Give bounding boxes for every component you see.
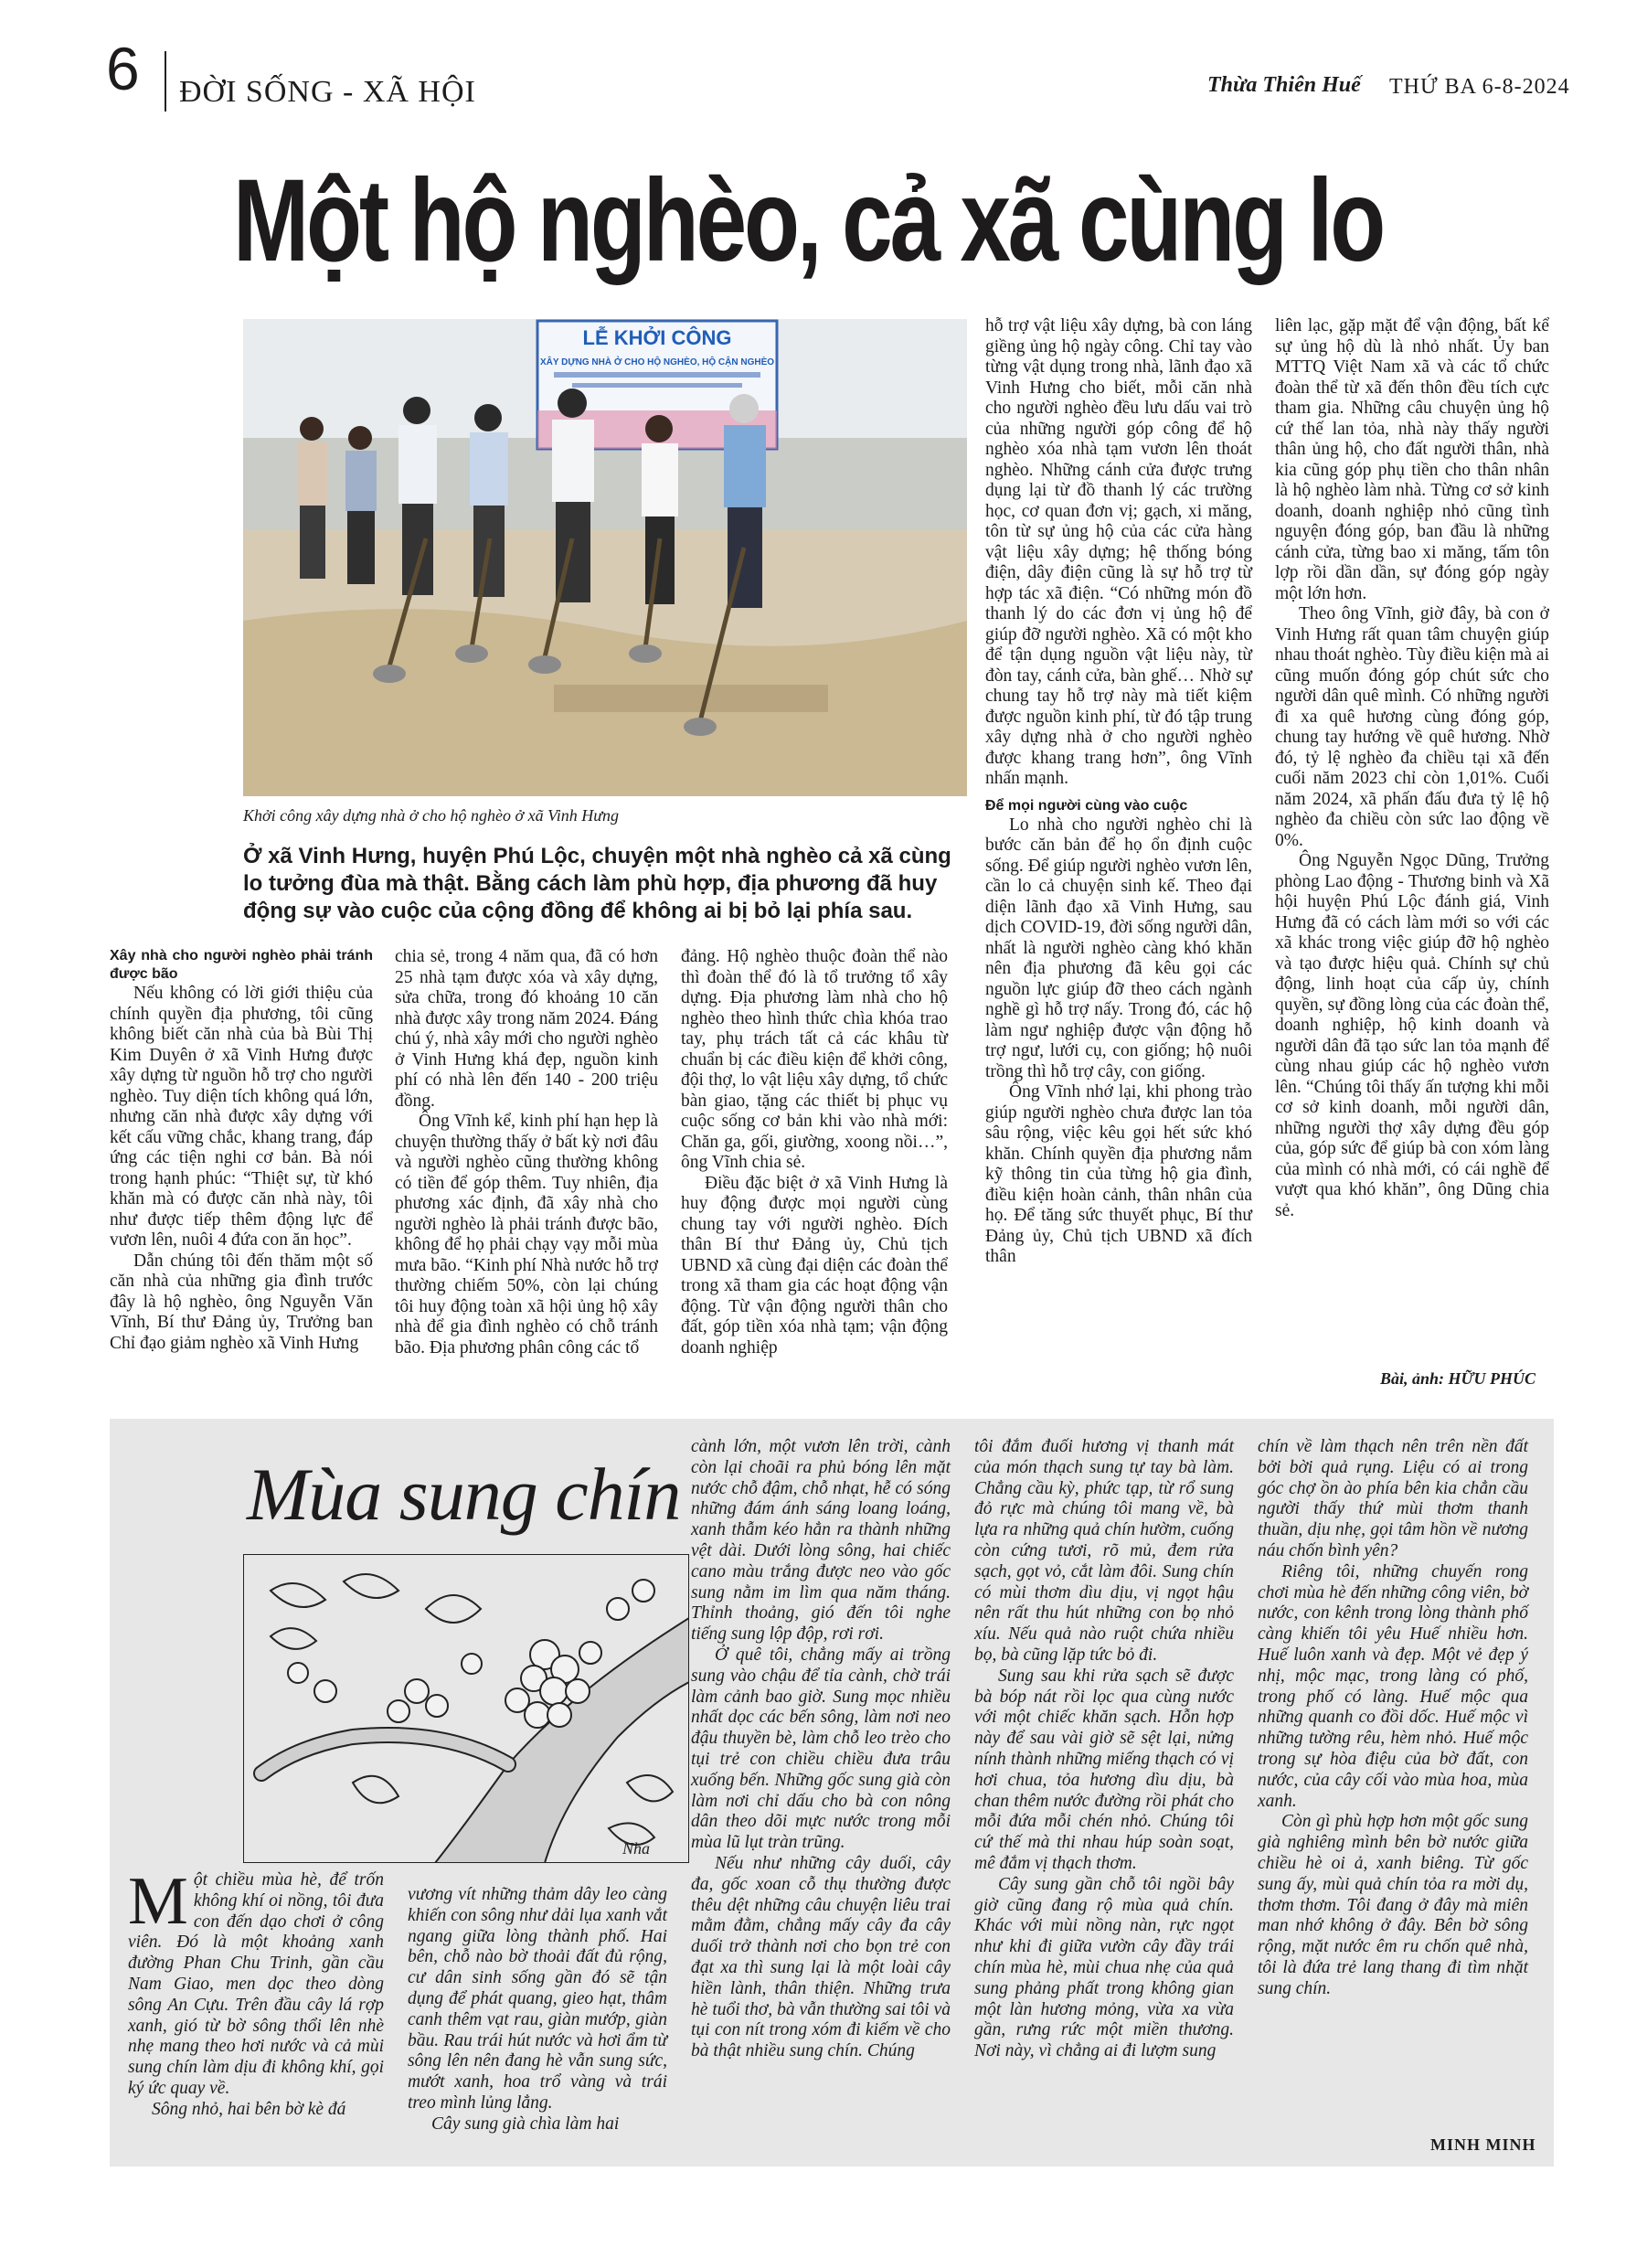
newspaper-name: Thừa Thiên Huế <box>1207 73 1361 97</box>
paragraph: Cây sung gần chỗ tôi ngồi bây giờ cũng đang rộ mùa quả chín. Khác với mùi nồng nàn, rực ngọt như khi đi giữa vườn cây đầy trái chín mùa hè, mùi chua nhẹ của quả sung phảng phất trong không gian một làn hương mỏng, vừa xa vừa gần, rưng rức một miền thương. Nơi này, vì chẳng ai đi lượm sung <box>974 1874 1234 2061</box>
paragraph: đảng. Hộ nghèo thuộc đoàn thể nào thì đoàn thể đó là tổ trưởng tổ xây dựng. Địa phương làm nhà cho hộ nghèo theo hình thức chìa khóa trao tay, phụ trách tất cả các khâu từ chuẩn bị các điều kiện để khởi công, đội thợ, lo vật liệu xây dựng, tổ chức bàn giao, tặng các thiết bị phục vụ cuộc sống cơ bản khi vào nhà mới: Chăn ga, gối, giường, xoong nồi…”, ông Vĩnh chia sẻ. <box>681 947 948 1172</box>
article-column-5 <box>1275 316 1549 1221</box>
groundbreaking-photo <box>243 319 967 796</box>
paragraph: Nếu không có lời giới thiệu của chính quyền địa phương, tôi cũng không biết căn nhà của bà Bùi Thị Kim Duyên ở xã Vinh Hưng được xây dựng từ nguồn hỗ trợ cho người nghèo. Tuy diện tích không quá lớn, nhưng căn nhà được xây dựng với kết cấu vững chắc, khang trang, đáp ứng các tiện nghi cơ bản. Bà nói trong hạnh phúc: “Thiệt sự, từ khó khăn mà có được căn nhà này, tôi như được tiếp thêm động lực để vươn lên, nuôi 4 đứa con ăn học”. <box>110 984 373 1250</box>
banner-subtitle: XÂY DỰNG NHÀ Ở CHO HỘ NGHÈO, HỘ CẬN NGHÈO <box>539 357 775 367</box>
paragraph: chín về làm thạch nên trên nền đất bởi bời quả rụng. Liệu có ai trong góc chợ ồn ào phía bên kia chẳn cầu người thấy thứ mùi thơm thanh thuần, dịu nhẹ, gọi tâm hồn về nương náu chốn bình yên? <box>1258 1437 1528 1560</box>
paragraph: Ông Vĩnh kể, kinh phí hạn hẹp là chuyện thường thấy ở bất kỳ nơi đâu và người nghèo cũng thường không có tiền để góp thêm. Tuy nhiên, địa phương xác định, đã xây nhà cho người nghèo là phải tránh được bão, không để họ phải chạy vạy mỗi mùa mưa bão. “Kinh phí Nhà nước hỗ trợ thường chiếm 50%, còn lại chúng tôi huy động toàn xã hội ủng hộ xây nhà để gia đình nghèo có chỗ tránh bão. Địa phương phân công các tổ <box>395 1112 658 1358</box>
article-title: Một hộ nghèo, cả xã cùng lo <box>233 155 1384 286</box>
paragraph: Sông nhỏ, hai bên bờ kè đá <box>152 2099 346 2119</box>
paragraph: Điều đặc biệt ở xã Vinh Hưng là huy động được mọi người cùng chung tay với người nghèo. Đích thân Bí thư Đảng ủy, Chủ tịch UBND xã cùng đại diện các đoàn thể trong xã tham gia các hoạt động vận động. Từ vận động người thân cho đất, góp tiền xóa nhà tạm; vận động doanh nghiệp <box>681 1173 948 1358</box>
section-name: ĐỜI SỐNG - XÃ HỘI <box>179 75 476 109</box>
paragraph: Lo nhà cho người nghèo chỉ là bước căn bản để họ ổn định cuộc sống. Để giúp người nghèo vươn lên, cần lo cả chuyện sinh kế. Theo đại diện lãnh đạo xã Vinh Hưng, sau dịch COVID-19, đời sống người dân, nhất là người nghèo càng khó khăn nên địa phương đã kêu gọi các nguồn lực giúp đỡ theo cách ngành nghề gì hỗ trợ nấy. Trong đó, các hộ làm ngư nghiệp được vận động hỗ trợ ngư, lưới cụ, con giống; hộ nuôi trồng thì hỗ trợ cây, con giống. <box>985 815 1252 1081</box>
paragraph: liên lạc, gặp mặt để vận động, bất kể sự ủng hộ dù là nhỏ nhất. Ủy ban MTTQ Việt Nam xã và các tổ chức đoàn thể từ xã đến thôn đều tích cực tham gia. Những câu chuyện ủng hộ cứ thế lan tỏa, nhà này thấy người thân ủng hộ, cho đất người thân, nhà kia cũng góp phụ tiền cho thân nhân là hộ nghèo làm nhà. Từng cơ sở kinh doanh, doanh nghiệp nhỏ cũng tình nguyện đóng góp, ban đầu là những cánh cửa, từng bao xi măng, tấm tôn lợp rồi dần dần, sự đóng góp ngày một lớn hơn. <box>1275 316 1549 603</box>
paragraph-text: ột chiều mùa hè, để trốn không khí oi nồng, tôi đưa con đến dạo chơi ở công viên. Đó là một khoảng xanh đường Phan Chu Trinh, gần cầu Nam Giao, men dọc theo dòng sông An Cựu. Trên đầu cây lá rợp xanh, gió từ bờ sông thổi lên nhè nhẹ mang theo hơi nước và cả mùi sung chín làm dịu đi không khí, gọi ký ức quay về. <box>128 1870 384 2098</box>
essay-column-4 <box>974 1437 1234 2062</box>
issue-date: THỨ BA 6-8-2024 <box>1389 75 1570 99</box>
article-column-4 <box>985 316 1252 1268</box>
article-column-3 <box>681 947 948 1358</box>
essay-column-3 <box>691 1437 951 2062</box>
essay-column-5 <box>1258 1437 1528 2000</box>
paragraph: chia sẻ, trong 4 năm qua, đã có hơn 25 nhà tạm được xóa và xây dựng, sửa chữa, trong đó khoảng 10 căn nhà được xây trong năm 2024. Đáng chú ý, nhà xây mới cho người nghèo ở Vinh Hưng khá đẹp, nguồn kinh phí có nhà lên đến 140 - 200 triệu đồng. <box>395 947 658 1111</box>
header-divider <box>165 51 166 112</box>
drop-cap: M <box>128 1864 188 1939</box>
fig-tree-drawing <box>243 1554 689 1863</box>
essay-author: MINH MINH <box>1430 2135 1536 2154</box>
paragraph: cành lớn, một vươn lên trời, cành còn lại choãi ra phủ bóng lên mặt nước chỗ đậm, chỗ nhạt, hễ có sóng những đám ánh sáng loang loáng, xanh thẫm kéo hẳn ra thành những vệt dài. Dưới lòng sông, hai chiếc cano màu trắng được neo vào gốc sung nằm im lìm qua năm tháng. Thỉnh thoảng, gió đến tôi nghe tiếng sung lộp độp, rơi rơi. <box>691 1437 951 1645</box>
paragraph: Ông Vĩnh nhớ lại, khi phong trào giúp người nghèo chưa được lan tỏa sâu rộng, việc kêu gọi hết sức khó khăn. Chính quyền địa phương nắm kỹ thông tin của từng hộ gia đình, điều kiện hoàn cảnh, thân nhân của họ. Để tăng sức thuyết phục, Bí thư Đảng ủy, Chủ tịch UBND xã đích thân <box>985 1082 1252 1266</box>
paragraph: Ông Nguyễn Ngọc Dũng, Trưởng phòng Lao động - Thương binh và Xã hội huyện Phú Lộc đánh giá, Vinh Hưng đã có cách làm mới so với các xã khác trong việc giúp đỡ hộ nghèo và tạo được hiệu quả. Chính sự chủ động, linh hoạt của cấp ủy, chính quyền, sự đồng lòng của các đoàn thể, doanh nghiệp, hộ kinh doanh và người dân đã tạo sức lan tỏa mạnh để cùng nhau giúp các hộ nghèo vươn lên. “Chúng tôi thấy ấn tượng khi mỗi cơ sở kinh doanh, mỗi người dân, những người thợ xây dựng đều góp của, góp sức để giúp bà con xóm làng của mình có nhà mới, có cái nghề để vượt qua khó khăn”, ông Dũng chia sẻ. <box>1275 851 1549 1220</box>
article-column-2 <box>395 947 658 1358</box>
photo-caption: Khởi công xây dựng nhà ở cho hộ nghèo ở xã Vinh Hưng <box>243 806 620 825</box>
paragraph: Dẫn chúng tôi đến thăm một số căn nhà của những gia đình trước đây là hộ nghèo, ông Nguyễn Văn Vĩnh, Bí thư Đảng ủy, Trưởng ban Chỉ đạo giảm nghèo xã Vinh Hưng <box>110 1251 373 1353</box>
paragraph: Riêng tôi, những chuyến rong chơi mùa hè đến những công viên, bờ nước, con kênh trong lòng thành phố càng khiến tôi yêu Huế nhiều hơn. Huế luôn xanh và đẹp. Một vẻ đẹp ý nhị, mộc mạc, trong làng có phố, trong phố có làng. Huế mộc qua những quanh co đồi dốc. Huế mộc vì những tường rêu, hèm nhỏ. Huế mộc trong sự hòa điệu của bờ đất, con nước, của cây cối vào mùa hoa, mùa xanh. <box>1258 1561 1528 1811</box>
essay-column-2 <box>408 1885 667 2135</box>
paragraph: Nếu như những cây duối, cây đa, gốc xoan cỗ thụ thường được thêu dệt những câu chuyện liêu trai mằm đằm, chẳng mấy cây đa cây duối trở thành nơi cho bọn trẻ con đạt xa thì sung lại là một loài cây hiền lành, thân thiện. Những trưa hè tuổi thơ, bà vẫn thường sai tôi và tụi con nít trong xóm đi kiếm về cho bà thật nhiều sung chín. Chúng <box>691 1853 951 2061</box>
paragraph: hỗ trợ vật liệu xây dựng, bà con láng giềng ủng hộ ngày công. Chỉ tay vào từng vật dụng trong nhà, lãnh đạo xã Vinh Hưng cho biết, mỗi căn nhà cho người nghèo đều lưu dấu vai trò của những người góp công để hộ nghèo xóa nhà tạm vươn lên thoát nghèo. Những cánh cửa được trưng dụng lại từ đồ thanh lý các trường học, cơ quan đơn vị; gạch, xi măng, tôn từ sự ủng hộ của các cửa hàng vật liệu xây dựng; hệ thống bóng điện, dây điện cũng là sự hỗ trợ từ hợp tác xã điện. “Có những món đồ thanh lý do các đơn vị ủng hộ để giúp đỡ người nghèo. Xã có một kho để tận dụng nguồn vật liệu này, từ đòn tay, cánh cửa, bàn ghế… Nhờ sự chung tay hỗ trợ này mà tiết kiệm được nguồn kinh phí, từ đó tập trung xây dựng nhà ở cho người nghèo được khang trang hơn”, ông Vĩnh nhấn mạnh. <box>985 316 1252 788</box>
artist-signature: Nha <box>622 1839 651 1858</box>
paragraph: Theo ông Vĩnh, giờ đây, bà con ở Vinh Hưng rất quan tâm chuyện giúp nhau thoát nghèo. Tùy điều kiện mà ai cũng muốn đóng góp chút sức cho người dân quê mình. Có những người đi xa quê hương cùng đóng góp, chung tay hướng về quê hương. Nhờ đó, tỷ lệ nghèo đa chiều tại xã đến cuối năm 2023 chỉ còn 1,01%. Cuối năm 2024, xã phấn đấu đưa tỷ lệ hộ nghèo đa chiều còn sức lao động về 0%. <box>1275 604 1549 850</box>
paragraph: vương vít những thảm dây leo càng khiến con sông như dải lụa xanh vắt ngang giữa lòng thành phố. Hai bên, chỗ nào bờ thoải đất đủ rộng, cư dân sinh sống gần đó sẽ tận dụng để phát quang, gieo hạt, thâm canh thêm vạt rau, giàn mướp, giàn bầu. Rau trái hút nước và hơi ẩm từ sông lên nên đang hè vẫn sung sức, mướt xanh, hoa trổ vàng và trái treo mình lủng lẳng. <box>408 1885 667 2113</box>
article-lead: Ở xã Vinh Hưng, huyện Phú Lộc, chuyện một nhà nghèo cả xã cùng lo tưởng đùa mà thật. Bằng cách làm phù hợp, địa phương đã huy động sự vào cuộc của cộng đồng để không ai bị bỏ lại phía sau. <box>243 844 951 923</box>
article-column-1 <box>110 947 373 1354</box>
byline: Bài, ảnh: HỮU PHÚC <box>1380 1369 1535 1388</box>
paragraph: Sung sau khi rửa sạch sẽ được bà bóp nát rồi lọc qua cùng nước với một chiếc khăn sạch. Hỗn hợp này để sau vài giờ sẽ sệt lại, nửng nính thành những miếng thạch có vị hơi chua, tỏa hương dìu dịu, bà chan thêm nước đường rồi phát cho mỗi đứa mỗi chén nhỏ. Chúng tôi cứ thế mà thi nhau húp soàn soạt, mê đắm vị thạch thơm. <box>974 1666 1234 1873</box>
paragraph: tôi đắm đuối hương vị thanh mát của món thạch sung tự tay bà làm. Chẳng cầu kỳ, phức tạp, từ rổ sung đỏ rực mà chúng tôi mang về, bà lựa ra những quả chín hườm, cuống còn cứng tươi, rõ mủ, đem rửa sạch, gọt vỏ, cắt làm đôi. Sung chín có mùi thơm dìu dịu, vị ngọt hậu nên rất thu hút những con bọ nhỏ xíu. Nếu quả nào ruột chứa nhiều bọ, bà cũng lặp tức bỏ đi. <box>974 1437 1234 1665</box>
paragraph <box>128 1864 384 2100</box>
banner-title: LỄ KHỞI CÔNG <box>582 326 732 349</box>
paragraph: Còn gì phù hợp hơn một gốc sung già nghiêng mình bên bờ nước giữa chiều hè oi ả, xanh biêng. Từ gốc sung ấy, mùi quả chín tỏa ra mời dụ, thơm thơm. Tôi đang ở đây mà miên man nhớ không ở đây. Bên bờ sông rộng, mặt nước êm ru chốn quê nhà, tôi là đứa trẻ lang thang đi tìm nhặt sung chín. <box>1258 1812 1528 1998</box>
essay-column-1 <box>128 1864 384 2121</box>
page-number: 6 <box>106 35 140 102</box>
article-photo <box>243 319 967 796</box>
subheading-1: Xây nhà cho người nghèo phải tránh được bão <box>110 948 373 982</box>
subheading-2: Để mọi người cùng vào cuộc <box>985 797 1188 814</box>
fig-tree-illustration <box>243 1554 689 1863</box>
paragraph: Ở quê tôi, chẳng mấy ai trồng sung vào chậu để tỉa cành, chờ trái làm cảnh bao giờ. Sung mọc nhiều nhất dọc các bến sông, làm nơi neo đậu thuyền bè, làm chỗ leo trèo cho tụi trẻ con chiều chiều đưa trâu xuống bến. Những gốc sung già còn làm nơi chỉ dấu cho bà con nông dân theo dõi mực nước trong mỗi mùa lũ lụt tràn trũng. <box>691 1645 951 1853</box>
essay-title: Mùa sung chín <box>247 1453 681 1536</box>
paragraph: Cây sung già chìa làm hai <box>431 2114 620 2134</box>
